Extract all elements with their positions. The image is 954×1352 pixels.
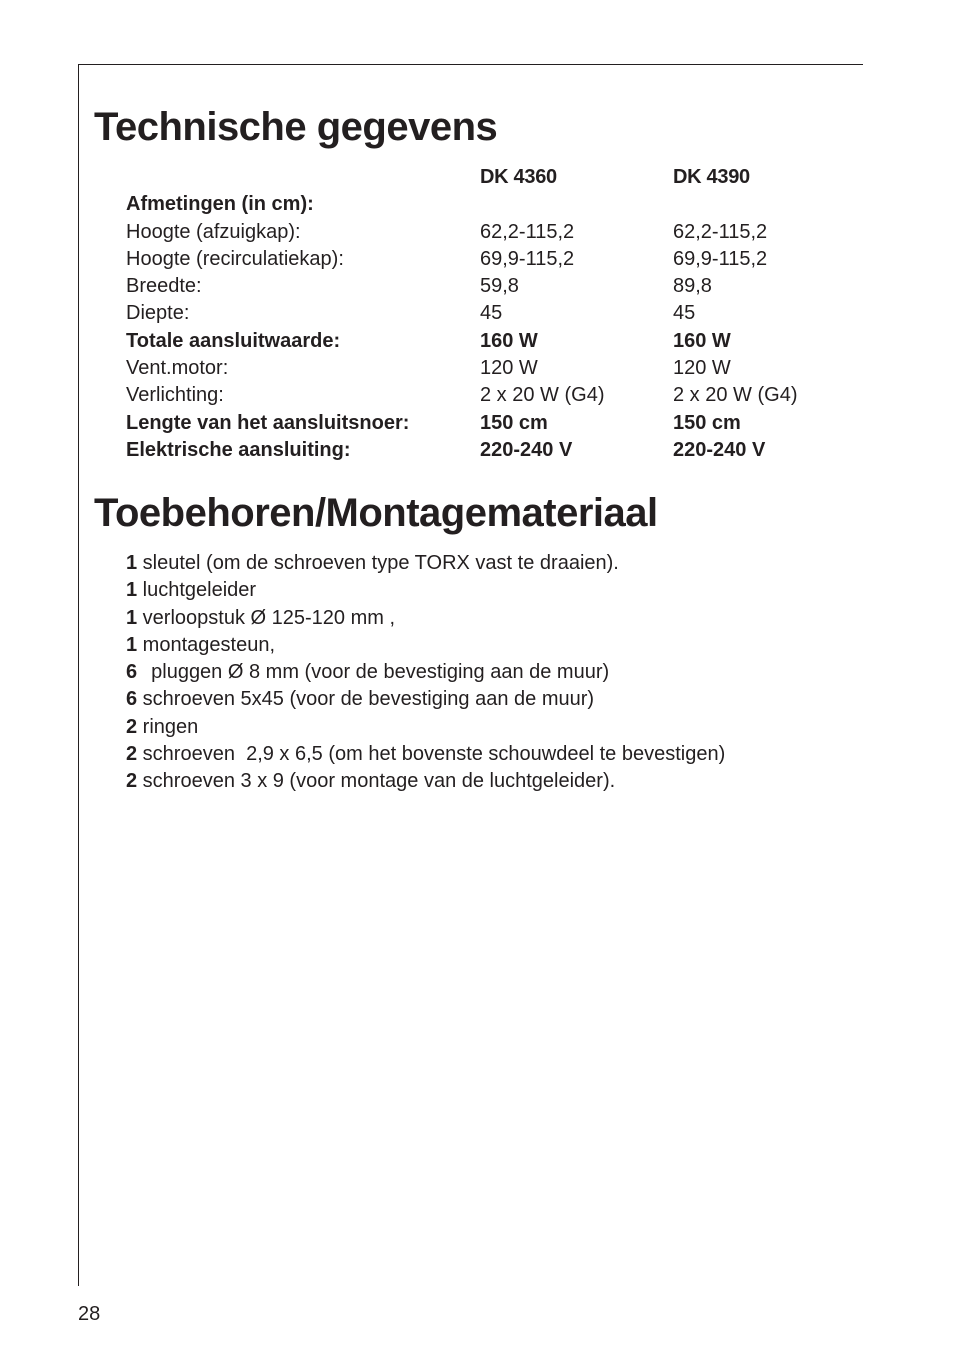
item-description: luchtgeleider bbox=[137, 579, 257, 602]
list-item bbox=[126, 632, 725, 659]
spec-value-dk4360: 160 W bbox=[480, 329, 538, 352]
spec-label: Elektrische aansluiting: bbox=[126, 438, 351, 461]
spec-value-dk4390: 45 bbox=[673, 302, 696, 325]
item-quantity: 2 bbox=[126, 770, 138, 793]
spec-row bbox=[126, 300, 856, 327]
top-border-line bbox=[78, 64, 863, 65]
list-item bbox=[126, 605, 725, 632]
spec-label: Verlichting: bbox=[126, 384, 224, 407]
item-quantity: 2 bbox=[126, 743, 138, 766]
spec-label: Totale aansluitwaarde: bbox=[126, 329, 341, 352]
item-description: schroeven 5x45 (voor de bevestiging aan de muur) bbox=[137, 688, 595, 711]
spec-value-dk4360: 59,8 bbox=[480, 275, 519, 298]
item-description: ringen bbox=[137, 715, 199, 738]
item-description: pluggen Ø 8 mm (voor de bevestiging aan de muur) bbox=[151, 661, 610, 684]
spec-value-dk4390: 220-240 V bbox=[673, 438, 766, 461]
spec-row bbox=[126, 273, 856, 300]
item-quantity: 1 bbox=[126, 552, 138, 574]
left-border-line bbox=[78, 64, 79, 1286]
spec-row bbox=[126, 410, 856, 437]
item-quantity: 1 bbox=[126, 606, 138, 629]
item-description: montagesteun, bbox=[137, 633, 275, 656]
item-description: schroeven 2,9 x 6,5 (om het bovenste schouwdeel te bevestigen) bbox=[137, 743, 726, 766]
list-item bbox=[126, 768, 725, 795]
spec-label: Hoogte (afzuigkap): bbox=[126, 220, 301, 243]
list-item bbox=[126, 714, 725, 741]
spec-rows bbox=[126, 191, 856, 464]
spec-value-dk4390: 120 W bbox=[673, 357, 731, 380]
spec-label: Breedte: bbox=[126, 275, 202, 298]
spec-value-dk4360: 62,2-115,2 bbox=[480, 220, 575, 243]
spec-row bbox=[126, 246, 856, 273]
spec-value-dk4360: 45 bbox=[480, 302, 503, 325]
item-quantity: 2 bbox=[126, 715, 138, 738]
list-item bbox=[126, 741, 725, 768]
spec-label: Hoogte (recirculatiekap): bbox=[126, 247, 344, 270]
technical-data-table bbox=[126, 164, 856, 464]
technical-data-heading: Technische gegevens bbox=[94, 105, 498, 149]
spec-value-dk4390: 89,8 bbox=[673, 275, 712, 298]
accessories-list bbox=[126, 550, 725, 796]
accessories-heading: Toebehoren/Montagemateriaal bbox=[94, 491, 658, 535]
spec-value-dk4390: 69,9-115,2 bbox=[673, 247, 768, 270]
spec-value-dk4390: 150 cm bbox=[673, 411, 741, 434]
spec-row bbox=[126, 382, 856, 409]
item-description: verloopstuk Ø 125-120 mm , bbox=[137, 606, 396, 629]
spec-row bbox=[126, 437, 856, 464]
spec-label: Afmetingen (in cm): bbox=[126, 193, 314, 216]
list-item bbox=[126, 659, 725, 686]
spec-value-dk4390: 160 W bbox=[673, 329, 731, 352]
list-item bbox=[126, 550, 725, 577]
model-dk4390-header: DK 4390 bbox=[673, 166, 750, 188]
spec-value-dk4360: 150 cm bbox=[480, 411, 548, 434]
spec-value-dk4390: 2 x 20 W (G4) bbox=[673, 384, 798, 407]
page-number: 28 bbox=[78, 1303, 101, 1325]
item-quantity: 6 bbox=[126, 661, 138, 684]
spec-value-dk4360: 220-240 V bbox=[480, 438, 573, 461]
spec-row bbox=[126, 219, 856, 246]
list-item bbox=[126, 577, 725, 604]
model-dk4360-header: DK 4360 bbox=[480, 166, 557, 188]
spec-row bbox=[126, 328, 856, 355]
spec-label: Vent.motor: bbox=[126, 357, 229, 380]
spec-row bbox=[126, 355, 856, 382]
spec-label: Lengte van het aansluitsnoer: bbox=[126, 411, 410, 434]
spec-value-dk4360: 2 x 20 W (G4) bbox=[480, 384, 605, 407]
item-quantity: 6 bbox=[126, 688, 138, 711]
item-quantity: 1 bbox=[126, 633, 138, 656]
spec-label: Diepte: bbox=[126, 302, 190, 325]
spec-value-dk4360: 69,9-115,2 bbox=[480, 247, 575, 270]
spec-value-dk4390: 62,2-115,2 bbox=[673, 220, 768, 243]
item-description: sleutel (om de schroeven type TORX vast te draaien). bbox=[137, 552, 619, 574]
list-item bbox=[126, 686, 725, 713]
model-header-row bbox=[126, 164, 856, 191]
item-quantity: 1 bbox=[126, 579, 138, 602]
item-description: schroeven 3 x 9 (voor montage van de luchtgeleider). bbox=[137, 770, 616, 793]
spec-row bbox=[126, 191, 856, 218]
spec-value-dk4360: 120 W bbox=[480, 357, 538, 380]
